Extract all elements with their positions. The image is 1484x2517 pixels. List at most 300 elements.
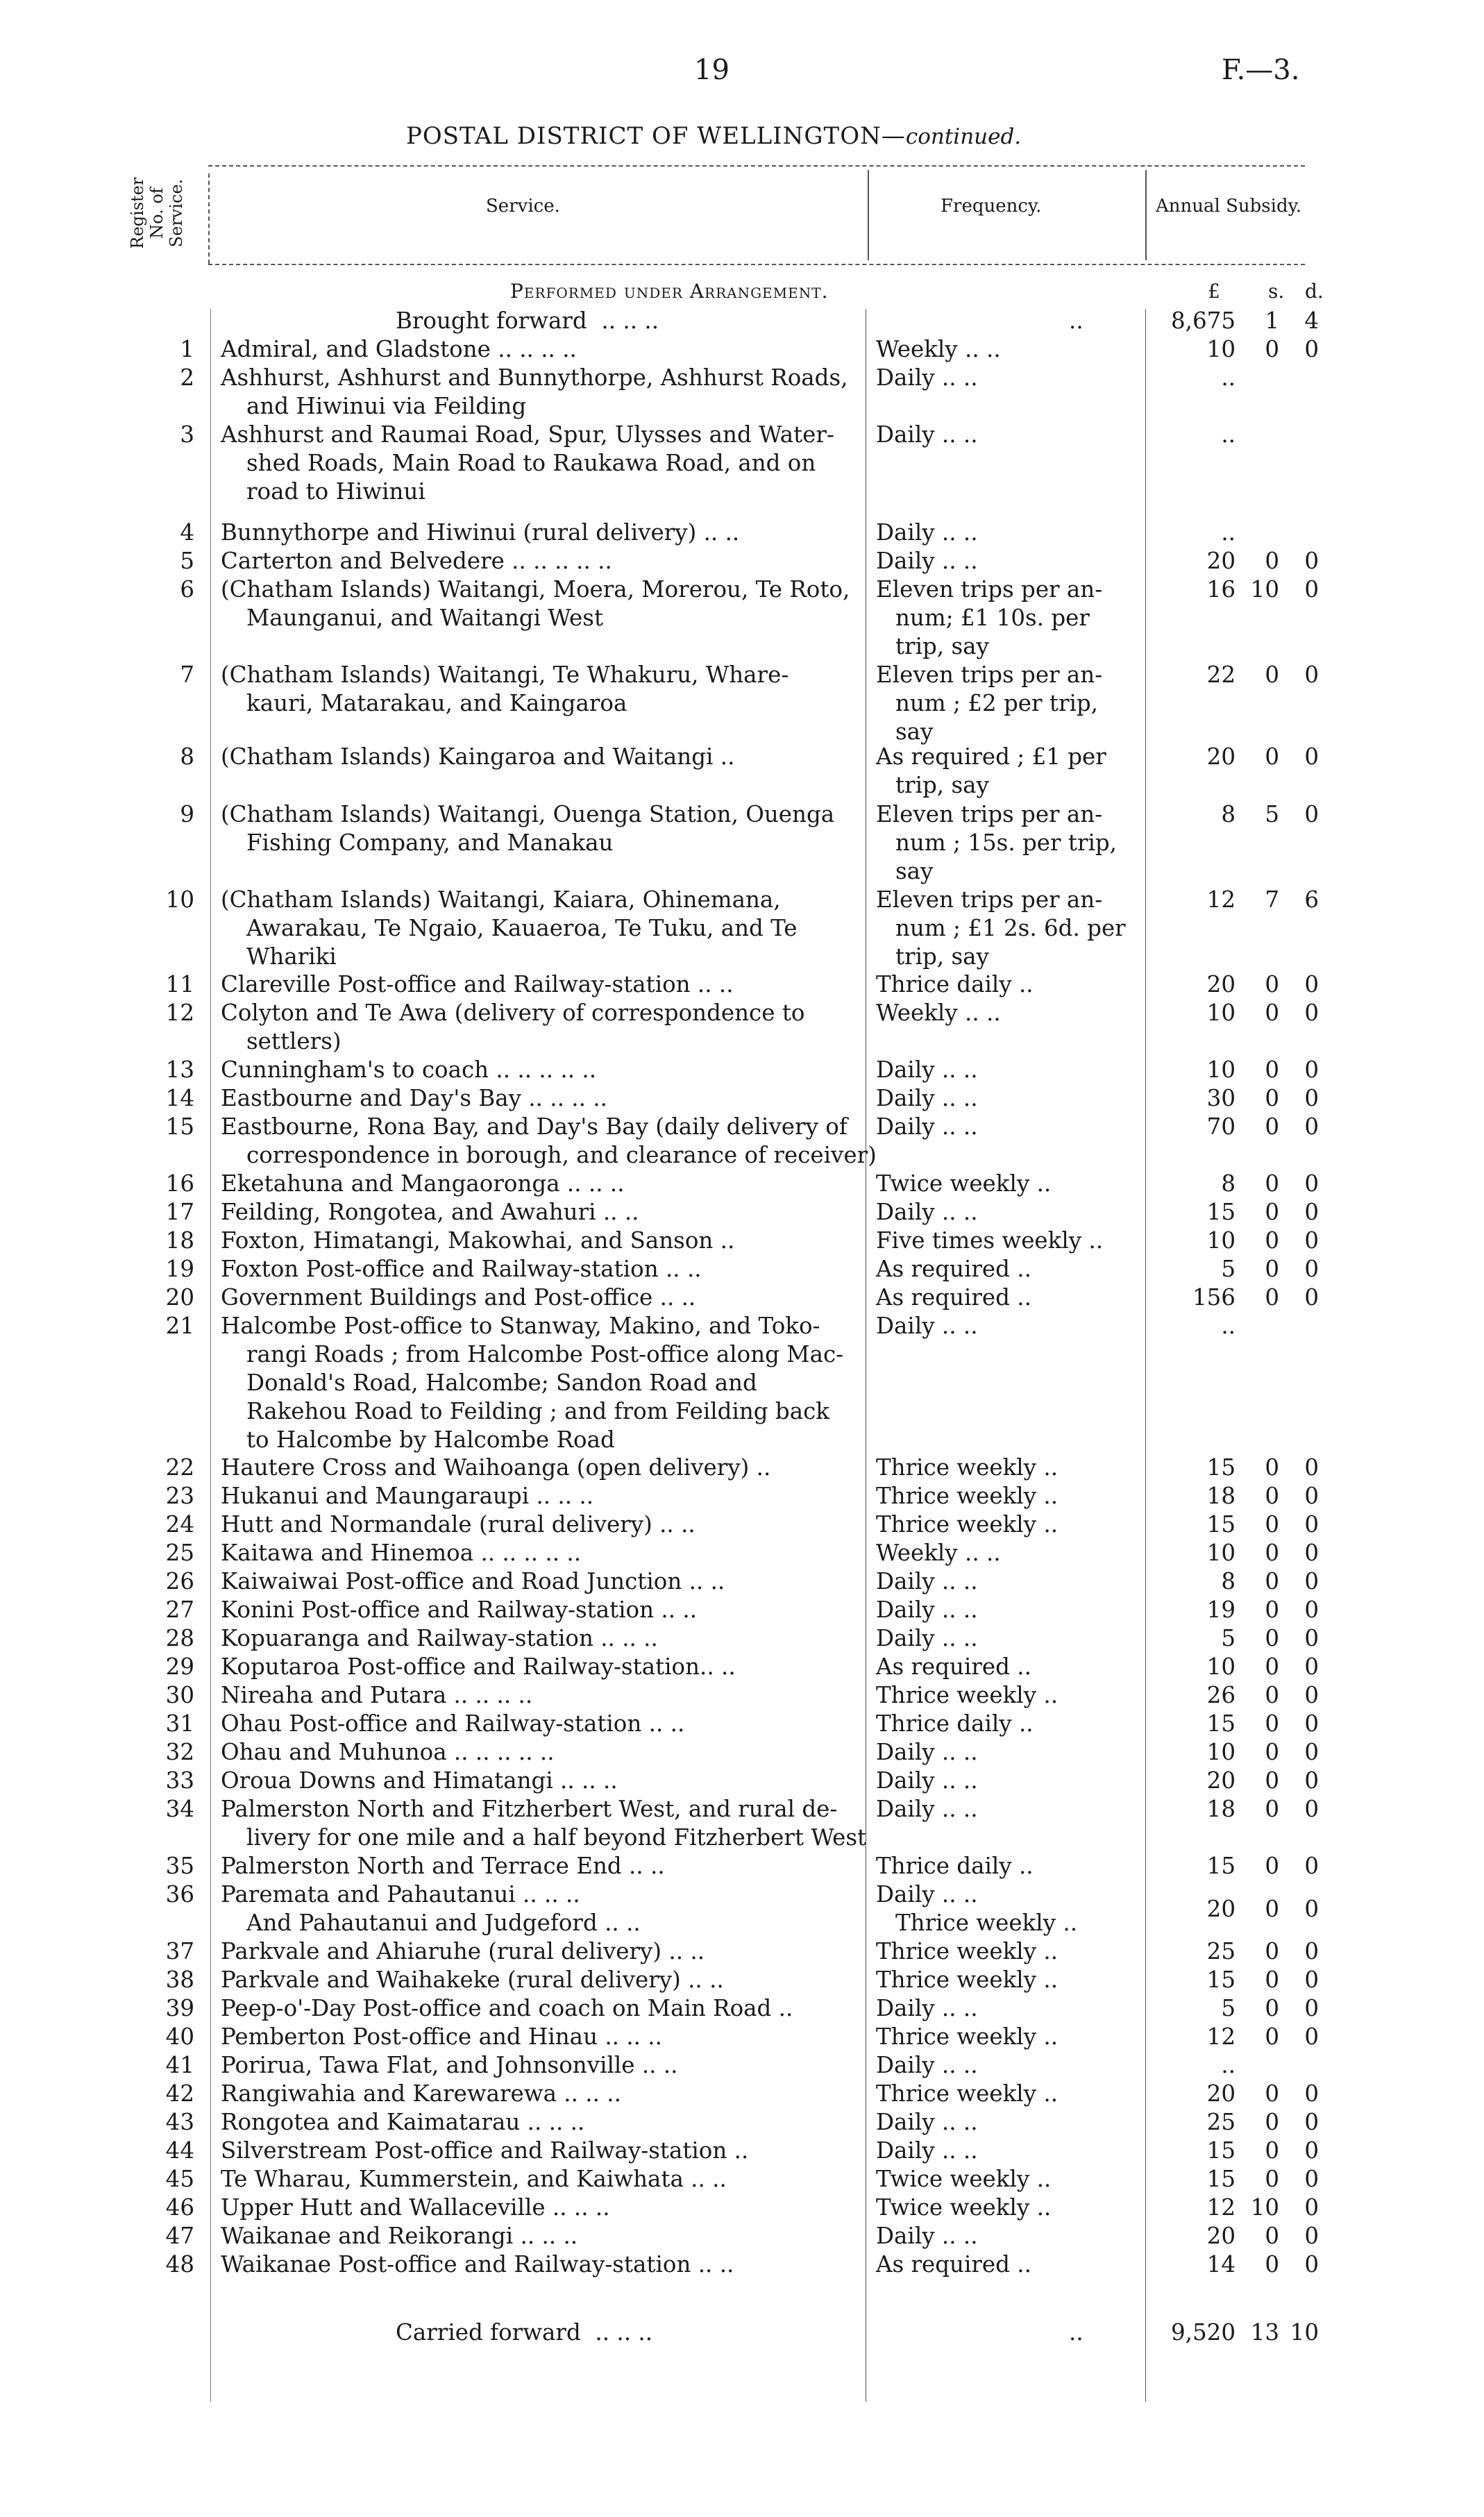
- service-name-continued: Rakehou Road to Feilding ; and from Feilding back: [246, 1398, 829, 1424]
- service-name-continued: Whariki: [246, 943, 337, 970]
- subsidy-pence: 0: [1304, 2166, 1319, 2192]
- subsidy-pounds: 25: [1206, 1938, 1236, 1964]
- subsidy-shillings: 5: [1265, 801, 1279, 827]
- service-name: Palmerston North and Terrace End .. ..: [221, 1853, 665, 1879]
- frequency-text: num ; £1 2s. 6d. per: [895, 915, 1126, 941]
- subsidy-pounds: 5: [1221, 1256, 1236, 1282]
- frequency-text: Daily .. ..: [876, 1085, 978, 1111]
- frequency-text: Thrice weekly ..: [876, 1483, 1059, 1509]
- service-name: Nireaha and Putara .. .. .. ..: [221, 1682, 533, 1708]
- service-name: Koputaroa Post-office and Railway-station.. ..: [221, 1653, 736, 1680]
- service-name-continued: settlers): [246, 1028, 342, 1054]
- service-name: Pemberton Post-office and Hinau .. .. ..: [221, 2023, 662, 2050]
- subsidy-pounds: 20: [1206, 2223, 1236, 2249]
- subsidy-pence: 0: [1304, 576, 1319, 603]
- service-name: Parkvale and Ahiaruhe (rural delivery) .. ..: [221, 1938, 705, 1964]
- service-name: Halcombe Post-office to Stanway, Makino, and Toko-: [221, 1313, 820, 1339]
- service-name: Kaiwaiwai Post-office and Road Junction .. ..: [221, 1568, 725, 1594]
- subsidy-pounds: 20: [1206, 743, 1236, 770]
- subsidy-pounds: 10: [1206, 1653, 1236, 1680]
- subsidy-pence: 0: [1304, 2251, 1319, 2278]
- subsidy-shillings: 0: [1265, 743, 1279, 770]
- register-number: 42: [165, 2080, 194, 2107]
- frequency-text: Weekly .. ..: [876, 1540, 1001, 1566]
- subsidy-shillings: 0: [1265, 336, 1279, 362]
- register-number: 41: [165, 2052, 194, 2078]
- subsidy-shillings: 0: [1265, 1170, 1279, 1197]
- page-title: [406, 122, 1021, 150]
- register-number: 6: [180, 576, 194, 603]
- title-suffix: continued.: [905, 124, 1022, 149]
- subsidy-pounds: 18: [1206, 1796, 1236, 1822]
- service-name-continued: correspondence in borough, and clearance of receiver): [246, 1142, 877, 1168]
- service-name-continued: kauri, Matarakau, and Kaingaroa: [246, 690, 627, 716]
- subsidy-pounds: 20: [1206, 971, 1236, 997]
- frequency-text: Twice weekly ..: [876, 2166, 1052, 2192]
- service-name: Te Wharau, Kummerstein, and Kaiwhata .. ..: [221, 2166, 727, 2192]
- subsidy-pence: 0: [1304, 1625, 1319, 1651]
- service-name: Government Buildings and Post-office .. ..: [221, 1284, 696, 1311]
- subsidy-pounds: 15: [1206, 2166, 1236, 2192]
- carried-forward-text: Carried forward: [396, 2319, 581, 2346]
- carried-forward-shillings: 13: [1250, 2319, 1279, 2346]
- subsidy-shillings: 0: [1265, 1710, 1279, 1737]
- service-name: Ohau and Muhunoa .. .. .. .. ..: [221, 1739, 555, 1765]
- subsidy-shillings: 0: [1265, 1625, 1279, 1651]
- service-name: Hutt and Normandale (rural delivery) .. ..: [221, 1511, 695, 1538]
- body-rule-frequency: [1145, 309, 1146, 2402]
- service-name-continued: to Halcombe by Halcombe Road: [246, 1426, 615, 1453]
- subsidy-shillings: 0: [1265, 1483, 1279, 1509]
- service-name: Ashhurst, Ashhurst and Bunnythorpe, Ashhurst Roads,: [221, 364, 848, 391]
- register-number: 35: [165, 1853, 194, 1879]
- service-name: Kopuaranga and Railway-station .. .. ..: [221, 1625, 658, 1651]
- service-name: Oroua Downs and Himatangi .. .. ..: [221, 1767, 618, 1794]
- subsidy-pence: 0: [1304, 548, 1319, 574]
- frequency-text: Daily .. ..: [876, 1057, 978, 1083]
- service-name: Eastbourne and Day's Bay .. .. .. ..: [221, 1085, 607, 1111]
- register-number: 34: [165, 1796, 194, 1822]
- subsidy-shillings: 0: [1265, 1284, 1279, 1311]
- subsidy-pence: 0: [1304, 1113, 1319, 1140]
- register-number: 22: [165, 1454, 194, 1481]
- service-name-continued: road to Hiwinui: [246, 478, 425, 505]
- service-name: Hautere Cross and Waihoanga (open delivery) ..: [221, 1454, 771, 1481]
- frequency-text: trip, say: [895, 943, 989, 970]
- subsidy-pence: 0: [1304, 1653, 1319, 1680]
- shillings-header: s.: [1268, 280, 1285, 303]
- subsidy-pence: 0: [1304, 1739, 1319, 1765]
- subsidy-pence: 6: [1304, 886, 1319, 913]
- frequency-text: num ; £2 per trip,: [895, 690, 1099, 716]
- subsidy-pounds: 20: [1206, 548, 1236, 574]
- subsidy-shillings: 0: [1265, 1256, 1279, 1282]
- service-name: Hukanui and Maungaraupi .. .. ..: [221, 1483, 594, 1509]
- subsidy-shillings: 0: [1265, 1995, 1279, 2021]
- pounds-header: £: [1208, 280, 1220, 303]
- frequency-text: Daily .. ..: [876, 519, 978, 546]
- subsidy-shillings: 0: [1265, 2137, 1279, 2164]
- frequency-text: Thrice weekly ..: [876, 1511, 1059, 1538]
- service-name: Kaitawa and Hinemoa .. .. .. .. ..: [221, 1540, 582, 1566]
- subsidy-shillings: 0: [1265, 1796, 1279, 1822]
- register-number: 28: [165, 1625, 194, 1651]
- service-name: Parkvale and Waihakeke (rural delivery) .. ..: [221, 1967, 724, 1993]
- service-name: Rangiwahia and Karewarewa .. .. ..: [221, 2080, 621, 2107]
- subsidy-shillings: 0: [1265, 2023, 1279, 2050]
- service-name: Colyton and Te Awa (delivery of correspondence to: [221, 1000, 805, 1026]
- service-name: Upper Hutt and Wallaceville .. .. ..: [221, 2194, 610, 2221]
- frequency-text: Daily .. ..: [876, 1767, 978, 1794]
- register-number: 18: [165, 1227, 194, 1254]
- subsidy-pence: 0: [1304, 2080, 1319, 2107]
- subsidy-shillings: 0: [1265, 548, 1279, 574]
- subsidy-shillings: 0: [1265, 1113, 1279, 1140]
- subsidy-pence: 0: [1304, 1483, 1319, 1509]
- subsidy-pounds: 5: [1221, 1995, 1236, 2021]
- register-number: 46: [165, 2194, 194, 2221]
- subsidy-pence: 0: [1304, 1597, 1319, 1623]
- frequency-text: Thrice weekly ..: [876, 1967, 1059, 1993]
- frequency-text: Eleven trips per an-: [876, 662, 1103, 688]
- header-divider-0: [208, 174, 211, 264]
- register-number: 13: [165, 1057, 194, 1083]
- subsidy-pence: 0: [1304, 1568, 1319, 1594]
- frequency-text: Thrice daily ..: [876, 1853, 1034, 1879]
- frequency-text: Weekly .. ..: [876, 336, 1001, 362]
- frequency-text: Daily .. ..: [876, 1199, 978, 1225]
- register-number: 39: [165, 1995, 194, 2021]
- subsidy-pounds: 16: [1206, 576, 1236, 603]
- subsidy-pence: 0: [1304, 1454, 1319, 1481]
- frequency-text: Eleven trips per an-: [876, 801, 1103, 827]
- register-label-line1: Register: [128, 177, 147, 249]
- subsidy-pence: 0: [1304, 1284, 1319, 1311]
- frequency-text: trip, say: [895, 633, 989, 659]
- subsidy-pounds: 15: [1206, 1199, 1236, 1225]
- subsidy-pounds: 10: [1206, 1540, 1236, 1566]
- service-name: Porirua, Tawa Flat, and Johnsonville .. ..: [221, 2052, 678, 2078]
- subsidy-shillings: 10: [1250, 2194, 1279, 2221]
- register-number: 25: [165, 1540, 194, 1566]
- subsidy-shillings: 0: [1265, 2223, 1279, 2249]
- service-name: (Chatham Islands) Waitangi, Te Whakuru, Whare-: [221, 662, 789, 688]
- subsidy-pounds: 14: [1206, 2251, 1236, 2278]
- register-number: 3: [180, 421, 194, 448]
- subsidy-pence: 0: [1304, 1796, 1319, 1822]
- subsidy-pounds: 25: [1206, 2109, 1236, 2135]
- subsidy-pence: 0: [1304, 1511, 1319, 1538]
- subsidy-pounds: 20: [1206, 2080, 1236, 2107]
- service-column-header: Service.: [486, 196, 560, 217]
- subsidy-pounds: 15: [1206, 1710, 1236, 1737]
- subsidy-pounds: 156: [1192, 1284, 1236, 1311]
- subsidy-pence: 0: [1304, 971, 1319, 997]
- subsidy-shillings: 0: [1265, 2080, 1279, 2107]
- service-name: (Chatham Islands) Waitangi, Ouenga Station, Ouenga: [221, 801, 835, 827]
- register-number: 20: [165, 1284, 194, 1311]
- subsidy-shillings: 0: [1265, 1653, 1279, 1680]
- service-name: Foxton, Himatangi, Makowhai, and Sanson ..: [221, 1227, 735, 1254]
- subsidy-pounds: 5: [1221, 1625, 1236, 1651]
- service-name: Silverstream Post-office and Railway-station ..: [221, 2137, 749, 2164]
- subsidy-shillings: 0: [1265, 1568, 1279, 1594]
- body-rule-left: [210, 309, 211, 2402]
- subsidy-shillings: 0: [1265, 662, 1279, 688]
- frequency-text: Thrice weekly ..: [876, 1682, 1059, 1708]
- subsidy-shillings: 0: [1265, 1853, 1279, 1879]
- subsidy-pence: 0: [1304, 1227, 1319, 1254]
- register-number: 11: [165, 971, 194, 997]
- register-number: 9: [180, 801, 194, 827]
- subsidy-shillings: 0: [1265, 1967, 1279, 1993]
- subsidy-pounds: 20: [1206, 1767, 1236, 1794]
- service-name: Eketahuna and Mangaoronga .. .. ..: [221, 1170, 625, 1197]
- subsidy-pence: 0: [1304, 1895, 1319, 1922]
- subsidy-shillings: 0: [1265, 1057, 1279, 1083]
- register-number: 36: [165, 1881, 194, 1908]
- subsidy-pence: 0: [1304, 1256, 1319, 1282]
- service-name: Ohau Post-office and Railway-station .. ..: [221, 1710, 685, 1737]
- header-top-rule: [208, 165, 1305, 167]
- frequency-text: Twice weekly ..: [876, 1170, 1052, 1197]
- subsidy-pounds: 8: [1221, 801, 1236, 827]
- subsidy-pounds: 10: [1206, 1057, 1236, 1083]
- register-number: 21: [165, 1313, 194, 1339]
- subsidy-pounds: 26: [1206, 1682, 1236, 1708]
- frequency-text: Twice weekly ..: [876, 2194, 1052, 2221]
- register-label-line2: No. of: [147, 187, 167, 239]
- service-name-continued: Fishing Company, and Manakau: [246, 830, 614, 856]
- frequency-text: Daily .. ..: [876, 1597, 978, 1623]
- service-name: Feilding, Rongotea, and Awahuri .. ..: [221, 1199, 639, 1225]
- service-name: Paremata and Pahautanui .. .. ..: [221, 1881, 580, 1908]
- subsidy-shillings: 0: [1265, 971, 1279, 997]
- frequency-text: Eleven trips per an-: [876, 576, 1103, 603]
- subsidy-shillings: 0: [1265, 1454, 1279, 1481]
- carried-forward-dots: .. .. ..: [595, 2319, 653, 2346]
- subsidy-shillings: 0: [1265, 1000, 1279, 1026]
- subsidy-pence: 0: [1304, 2194, 1319, 2221]
- service-name: Palmerston North and Fitzherbert West, and rural de-: [221, 1796, 838, 1822]
- frequency-text: Eleven trips per an-: [876, 886, 1103, 913]
- register-label-line3: Service.: [167, 178, 186, 248]
- service-name-continued: rangi Roads ; from Halcombe Post-office along Mac-: [246, 1341, 844, 1367]
- register-number: 17: [165, 1199, 194, 1225]
- register-number: 30: [165, 1682, 194, 1708]
- register-number: 29: [165, 1653, 194, 1680]
- frequency-text: Thrice daily ..: [876, 1710, 1034, 1737]
- subsidy-shillings: 0: [1265, 1739, 1279, 1765]
- subsidy-pounds: 15: [1206, 1853, 1236, 1879]
- subsidy-pounds: 10: [1206, 1227, 1236, 1254]
- carried-forward-frequency: ..: [1069, 2319, 1084, 2346]
- frequency-text: Weekly .. ..: [876, 1000, 1001, 1026]
- register-number: 19: [165, 1256, 194, 1282]
- register-number: 10: [165, 886, 194, 913]
- subsidy-pounds: 12: [1206, 2023, 1236, 2050]
- frequency-text: trip, say: [895, 772, 989, 798]
- frequency-text: Daily .. ..: [876, 421, 978, 448]
- service-name-continued: Maunganui, and Waitangi West: [246, 605, 604, 631]
- service-name-continued: Awarakau, Te Ngaio, Kauaeroa, Te Tuku, and Te: [246, 915, 798, 941]
- subsidy-pounds: 15: [1206, 1454, 1236, 1481]
- brought-forward-pence: 4: [1304, 308, 1319, 334]
- service-name: Rongotea and Kaimatarau .. .. ..: [221, 2109, 585, 2135]
- subsidy-pence: 0: [1304, 1057, 1319, 1083]
- subsidy-shillings: 0: [1265, 1938, 1279, 1964]
- section-heading: Performed under Arrangement.: [510, 280, 829, 303]
- frequency-text: As required ..: [876, 1284, 1031, 1311]
- subsidy-shillings: 0: [1265, 1085, 1279, 1111]
- frequency-text: Daily .. ..: [876, 1881, 978, 1908]
- subsidy-column-header: Annual Subsidy.: [1156, 196, 1302, 217]
- subsidy-pounds: 12: [1206, 886, 1236, 913]
- frequency-text: Daily .. ..: [876, 2109, 978, 2135]
- brought-forward-text: Brought forward: [396, 308, 587, 334]
- frequency-text: say: [895, 718, 934, 745]
- brought-forward-dots: .. .. ..: [601, 308, 659, 334]
- register-number: 4: [180, 519, 194, 546]
- register-number: 8: [180, 743, 194, 770]
- service-name: Foxton Post-office and Railway-station .. ..: [221, 1256, 702, 1282]
- service-name: Konini Post-office and Railway-station .. ..: [221, 1597, 698, 1623]
- frequency-text: Daily .. ..: [876, 2052, 978, 2078]
- frequency-text: As required ..: [876, 1256, 1031, 1282]
- brought-forward-frequency: ..: [1069, 308, 1084, 334]
- subsidy-pence: 0: [1304, 1682, 1319, 1708]
- subsidy-shillings: 0: [1265, 1895, 1279, 1922]
- register-number: 2: [180, 364, 194, 391]
- brought-forward-pounds: 8,675: [1170, 308, 1236, 334]
- subsidy-pence: 0: [1304, 2137, 1319, 2164]
- subsidy-pence: 0: [1304, 1170, 1319, 1197]
- subsidy-pounds: ..: [1221, 519, 1236, 546]
- frequency-text: Thrice weekly ..: [876, 1938, 1059, 1964]
- subsidy-shillings: 0: [1265, 2251, 1279, 2278]
- subsidy-shillings: 0: [1265, 1227, 1279, 1254]
- register-number: 33: [165, 1767, 194, 1794]
- subsidy-pounds: ..: [1221, 2052, 1236, 2078]
- subsidy-pence: 0: [1304, 743, 1319, 770]
- frequency-text: Daily .. ..: [876, 1625, 978, 1651]
- frequency-text: Thrice weekly ..: [876, 2080, 1059, 2107]
- subsidy-shillings: 7: [1265, 886, 1279, 913]
- service-name: (Chatham Islands) Waitangi, Moera, Morerou, Te Roto,: [221, 576, 850, 603]
- subsidy-pounds: 15: [1206, 1511, 1236, 1538]
- service-name-continued: shed Roads, Main Road to Raukawa Road, and on: [246, 450, 816, 476]
- register-number: 15: [165, 1113, 194, 1140]
- service-name: Admiral, and Gladstone .. .. .. ..: [221, 336, 577, 362]
- subsidy-pounds: 18: [1206, 1483, 1236, 1509]
- frequency-text: Daily .. ..: [876, 1113, 978, 1140]
- service-name: Peep-o'-Day Post-office and coach on Main Road ..: [221, 1995, 793, 2021]
- register-number: 24: [165, 1511, 194, 1538]
- frequency-text: Thrice weekly ..: [876, 1454, 1059, 1481]
- service-name: Ashhurst and Raumai Road, Spur, Ulysses and Water-: [221, 421, 834, 448]
- register-number: 40: [165, 2023, 194, 2050]
- frequency-text: As required ; £1 per: [876, 743, 1106, 770]
- brought-forward-shillings: 1: [1265, 308, 1279, 334]
- register-column-header: [124, 161, 207, 265]
- register-number: 31: [165, 1710, 194, 1737]
- header-divider-1: [868, 170, 869, 260]
- header-divider-2: [1145, 170, 1147, 260]
- service-name: Carterton and Belvedere .. .. .. .. ..: [221, 548, 612, 574]
- register-number: 48: [165, 2251, 194, 2278]
- register-number: 12: [165, 1000, 194, 1026]
- register-number: 1: [180, 336, 194, 362]
- service-name: Cunningham's to coach .. .. .. .. ..: [221, 1057, 597, 1083]
- subsidy-shillings: 0: [1265, 1767, 1279, 1794]
- service-name-continued: and Hiwinui via Feilding: [246, 393, 527, 419]
- service-name: Eastbourne, Rona Bay, and Day's Bay (daily delivery of: [221, 1113, 848, 1140]
- frequency-text: Thrice weekly ..: [876, 2023, 1059, 2050]
- subsidy-pence: 0: [1304, 1938, 1319, 1964]
- subsidy-pounds: ..: [1221, 1313, 1236, 1339]
- subsidy-pounds: ..: [1221, 421, 1236, 448]
- subsidy-shillings: 10: [1250, 576, 1279, 603]
- page-number: 19: [694, 54, 730, 86]
- subsidy-pounds: 12: [1206, 2194, 1236, 2221]
- register-number: 26: [165, 1568, 194, 1594]
- title-main: POSTAL DISTRICT OF WELLINGTON—: [406, 122, 906, 150]
- service-name: Bunnythorpe and Hiwinui (rural delivery) .. ..: [221, 519, 740, 546]
- register-number: 27: [165, 1597, 194, 1623]
- subsidy-pence: 0: [1304, 801, 1319, 827]
- frequency-text: Daily .. ..: [876, 1739, 978, 1765]
- register-number: 43: [165, 2109, 194, 2135]
- subsidy-pence: 0: [1304, 1540, 1319, 1566]
- subsidy-shillings: 0: [1265, 1597, 1279, 1623]
- service-name: Waikanae Post-office and Railway-station .. ..: [221, 2251, 734, 2278]
- frequency-text: Daily .. ..: [876, 2223, 978, 2249]
- frequency-text: Daily .. ..: [876, 1313, 978, 1339]
- service-name-continued: And Pahautanui and Judgeford .. ..: [246, 1910, 641, 1936]
- register-number: 5: [180, 548, 194, 574]
- service-name-continued: livery for one mile and a half beyond Fitzherbert West: [246, 1824, 867, 1851]
- frequency-text: Five times weekly ..: [876, 1227, 1104, 1254]
- subsidy-shillings: 0: [1265, 1682, 1279, 1708]
- register-number: 44: [165, 2137, 194, 2164]
- subsidy-pence: 0: [1304, 1967, 1319, 1993]
- subsidy-pounds: 8: [1221, 1568, 1236, 1594]
- register-number: 23: [165, 1483, 194, 1509]
- pence-header: d.: [1305, 280, 1324, 303]
- subsidy-pounds: 15: [1206, 2137, 1236, 2164]
- subsidy-pence: 0: [1304, 662, 1319, 688]
- subsidy-pence: 0: [1304, 1000, 1319, 1026]
- frequency-text: Thrice daily ..: [876, 971, 1034, 997]
- document-code: F.—3.: [1222, 54, 1300, 86]
- frequency-text: As required ..: [876, 1653, 1031, 1680]
- subsidy-pounds: 8: [1221, 1170, 1236, 1197]
- frequency-text: Daily .. ..: [876, 1995, 978, 2021]
- subsidy-pounds: 22: [1206, 662, 1236, 688]
- service-name: (Chatham Islands) Kaingaroa and Waitangi ..: [221, 743, 735, 770]
- carried-forward-pence: 10: [1290, 2319, 1319, 2346]
- brought-forward-label: [396, 307, 659, 335]
- header-bottom-rule: [208, 264, 1305, 265]
- subsidy-pence: 0: [1304, 1853, 1319, 1879]
- subsidy-pounds: 19: [1206, 1597, 1236, 1623]
- carried-forward-pounds: 9,520: [1170, 2319, 1236, 2346]
- frequency-text: Daily .. ..: [876, 1568, 978, 1594]
- service-name-continued: Donald's Road, Halcombe; Sandon Road and: [246, 1370, 757, 1396]
- register-number: 38: [165, 1967, 194, 1993]
- subsidy-shillings: 0: [1265, 1540, 1279, 1566]
- register-number: 14: [165, 1085, 194, 1111]
